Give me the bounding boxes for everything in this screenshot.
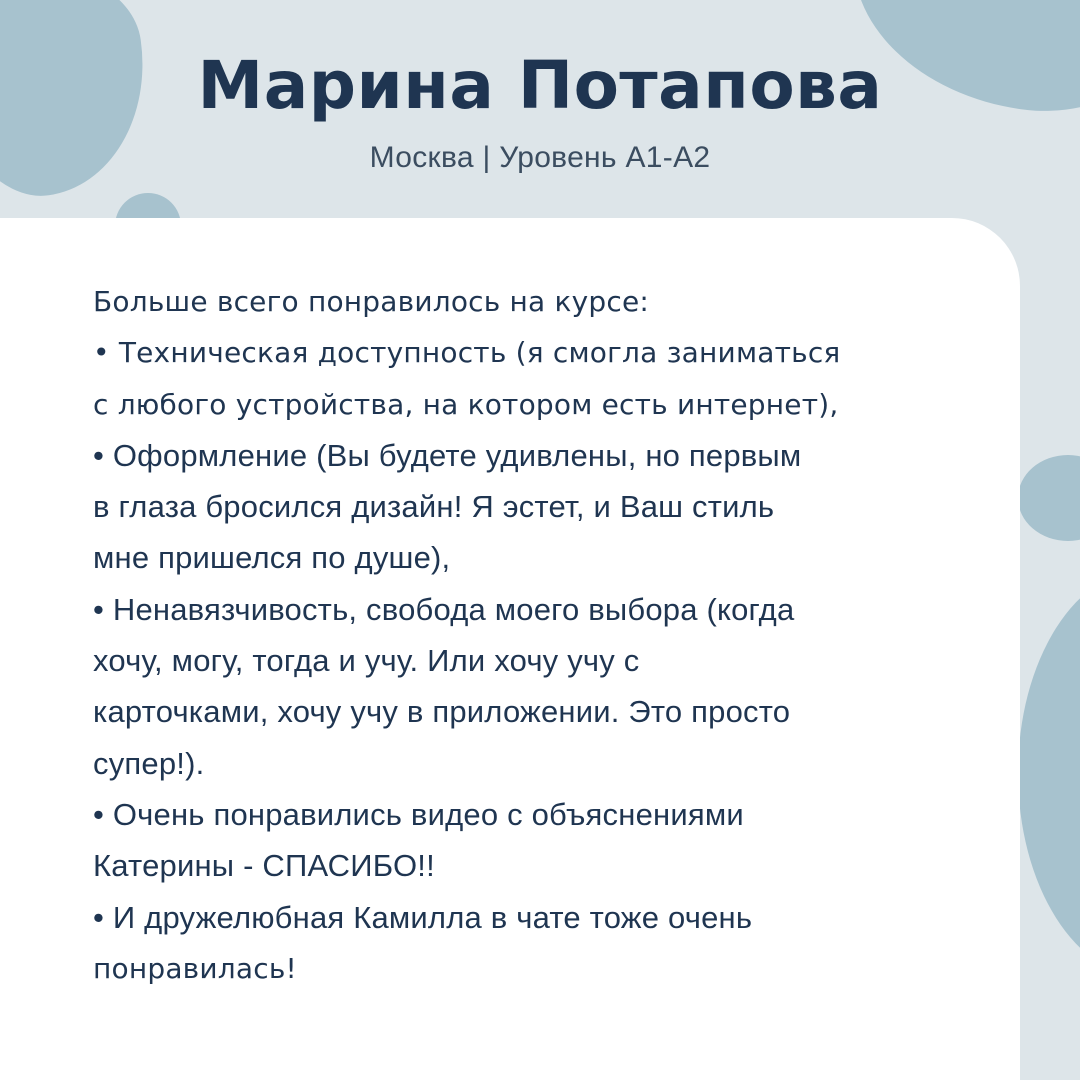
review-line: мне пришелся по душе),	[93, 540, 451, 576]
review-line: • И дружелюбная Камилла в чате тоже очень	[93, 899, 753, 935]
reviewer-info: Москва | Уровень A1-A2	[369, 141, 711, 174]
decorative-blob-right	[1018, 568, 1080, 978]
review-line: понравилась!	[93, 951, 297, 985]
review-text	[93, 276, 953, 994]
review-card	[0, 218, 1020, 1080]
review-line: карточками, хочу учу в приложении. Это просто	[93, 694, 791, 730]
review-line: супер!).	[93, 745, 205, 781]
review-line: в глаза бросился дизайн! Я эстет, и Ваш стиль	[93, 489, 775, 525]
review-line: • Техническая доступность (я смогла заниматься	[93, 336, 841, 370]
review-line: Больше всего понравилось на курсе:	[93, 285, 650, 318]
decorative-circle-right	[1018, 455, 1080, 541]
review-line: хочу, могу, тогда и учу. Или хочу учу с	[93, 643, 640, 679]
review-line: • Очень понравились видео с объяснениями	[93, 796, 744, 832]
review-line: • Ненавязчивость, свобода моего выбора (когда	[93, 591, 795, 627]
review-line: Катерины - СПАСИБО!!	[93, 848, 435, 884]
review-line: с любого устройства, на котором есть интернет),	[93, 387, 839, 421]
header	[0, 0, 1080, 218]
review-line: • Оформление (Вы будете удивлены, но первым	[93, 437, 802, 473]
reviewer-name: Марина Потапова	[197, 47, 883, 124]
